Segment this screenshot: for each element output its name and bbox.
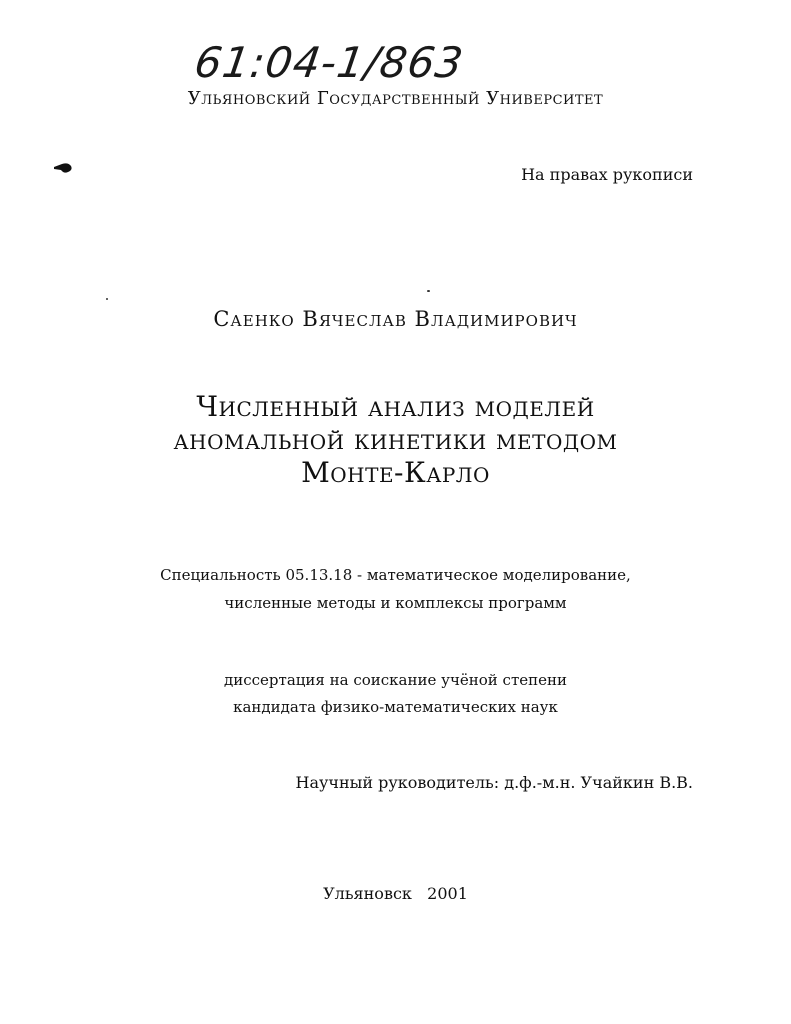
title-line: Численный анализ моделей (196, 390, 595, 423)
specialty-line: Специальность 05.13.18 - математическое моделирование, (160, 566, 631, 584)
degree-block (0, 667, 791, 721)
ink-blot (52, 160, 74, 176)
degree-line: диссертация на соискание учёной степени (224, 671, 567, 689)
rights-note: На правах рукописи (521, 165, 693, 184)
degree-line: кандидата физико-математических наук (233, 698, 558, 716)
specialty-line: численные методы и комплексы программ (224, 594, 567, 612)
scan-speck (427, 290, 430, 292)
title-line: Монте-Карло (301, 456, 490, 489)
title-line: аномальной кинетики методом (173, 423, 618, 456)
scan-speck (106, 298, 108, 300)
author-name: Саенко Вячеслав Владимирович (213, 307, 578, 331)
supervisor-line: Научный руководитель: д.ф.-м.н. Учайкин В.В. (295, 773, 693, 792)
university-name: Ульяновский Государственный Университет (187, 88, 604, 109)
dissertation-title (0, 390, 791, 489)
city-year: Ульяновск 2001 (323, 884, 468, 903)
handwritten-archive-code: 61:04-1/863 (191, 38, 467, 87)
specialty-block (0, 561, 791, 617)
